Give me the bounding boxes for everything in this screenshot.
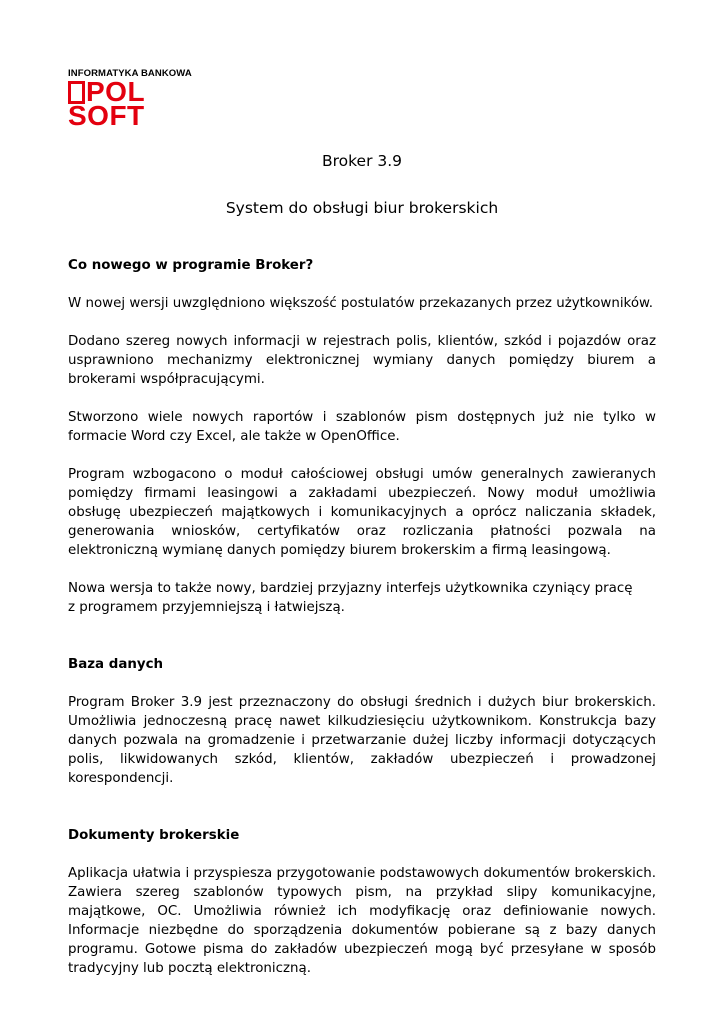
- paragraph: Program Broker 3.9 jest przeznaczony do obsługi średnich i dużych biur brokerskich. Umożliwia jednoczesną pracę nawet kilkudziesięciu użytkownikom. Konstrukcja bazy danych pozwala na gromadzenie i przetwarzanie dużej liczby informacji dotyczących polis, likwidowanych szkód, klientów, zakładów ubezpieczeń i prowadzonej korespondencji.: [68, 695, 656, 786]
- section-heading-documents: Dokumenty brokerskie: [68, 828, 240, 843]
- paragraph: Aplikacja ułatwia i przyspiesza przygotowanie podstawowych dokumentów brokerskich. Zawiera szereg szablonów typowych pism, na przykład slipy komunikacyjne, majątkowe, OC. Umożliwia również ich modyfikację oraz definiowanie nowych. Informacje niezbędne do sporządzenia dokumentów pobierane są z bazy danych programu. Gotowe pisma do zakładów ubezpieczeń mogą być przesyłane w sposób tradycyjny lub pocztą elektroniczną.: [68, 866, 656, 976]
- paragraph: Stworzono wiele nowych raportów i szablonów pism dostępnych już nie tylko w formacie Word czy Excel, ale także w OpenOffice.: [68, 410, 656, 444]
- logo-word-soft: SOFT: [68, 100, 145, 131]
- paragraph: W nowej wersji uwzględniono większość postulatów przekazanych przez użytkowników.: [68, 296, 653, 311]
- section-heading-whats-new: Co nowego w programie Broker?: [68, 258, 314, 273]
- page-title: Broker 3.9: [321, 152, 403, 170]
- document-body: [68, 256, 656, 978]
- paragraph: Program wzbogacono o moduł całościowej obsługi umów generalnych zawieranych pomiędzy firmami leasingowi a zakładami ubezpieczeń. Nowy moduł umożliwia obsługę ubezpieczeń majątkowych i komunikacyjnych a oprócz naliczania składek, generowania wniosków, certyfikatów oraz rozliczania płatności pozwala na elektroniczną wymianę danych pomiędzy biurem brokerskim a firmą leasingową.: [68, 467, 656, 558]
- logo-pol-text: POL: [86, 76, 146, 107]
- paragraph-line: z programem przyjemniejszą i łatwiejszą.: [68, 600, 345, 615]
- company-logo: [68, 68, 192, 131]
- paragraph-line: Nowa wersja to także nowy, bardziej przyjazny interfejs użytkownika czyniący pracę: [68, 581, 633, 596]
- logo-tagline: INFORMATYKA BANKOWA: [68, 68, 192, 79]
- section-heading-database: Baza danych: [68, 657, 164, 672]
- page-subtitle: System do obsługi biur brokerskich: [225, 199, 499, 217]
- paragraph: Dodano szereg nowych informacji w rejestrach polis, klientów, szkód i pojazdów oraz usprawniono mechanizmy elektronicznej wymiany danych pomiędzy biurem a brokerami współpracującymi.: [68, 334, 656, 387]
